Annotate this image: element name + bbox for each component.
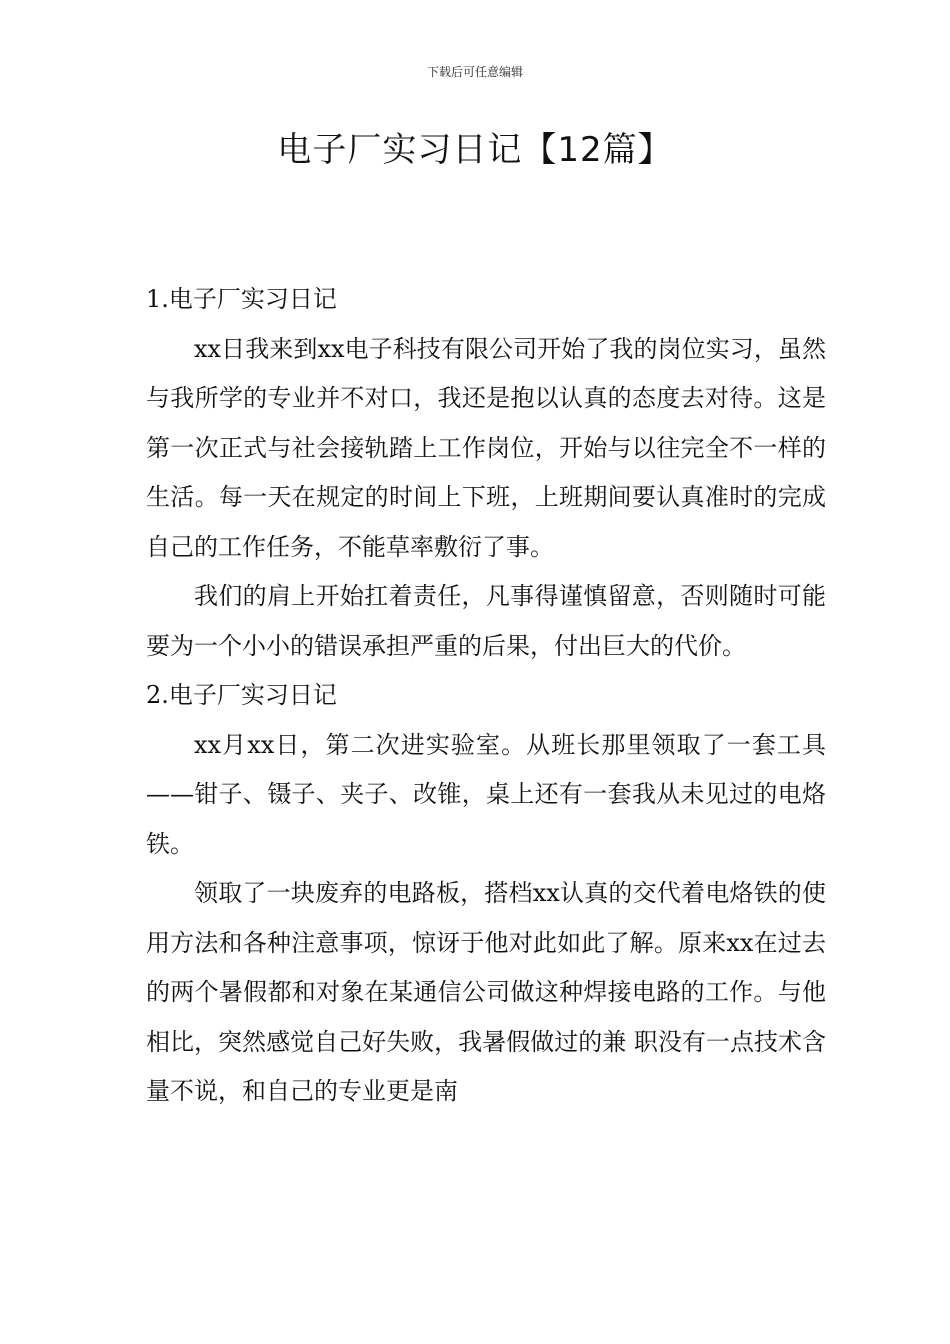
paragraph: xx日我来到xx电子科技有限公司开始了我的岗位实习，虽然与我所学的专业并不对口，我还是抱以认真的态度去对待。这是第一次正式与社会接轨踏上工作岗位，开始与以往完全不一样的生活。每一天在规定的时间上下班，上班期间要认真准时的完成自己的工作任务，不能草率敷衍了事。 bbox=[146, 334, 826, 561]
section-heading-2: 2.电子厂实习日记 bbox=[146, 681, 337, 709]
document-body bbox=[146, 275, 826, 1117]
header-note: 下载后可任意编辑 bbox=[426, 65, 523, 79]
paragraph: xx月xx日，第二次进实验室。从班长那里领取了一套工具——钳子、镊子、夹子、改锥，桌上还有一套我从未见过的电烙铁。 bbox=[146, 730, 826, 858]
document-title: 电子厂实习日记【12篇】 bbox=[277, 130, 673, 170]
section-heading-1: 1.电子厂实习日记 bbox=[146, 285, 337, 313]
paragraph: 领取了一块废弃的电路板，搭档xx认真的交代着电烙铁的使用方法和各种注意事项，惊讶于他对此如此了解。原来xx在过去的两个暑假都和对象在某通信公司做这种焊接电路的工作。与他相比，突然感觉自己好失败，我暑假做过的兼 职没有一点技术含量不说，和自己的专业更是南 bbox=[146, 879, 826, 1105]
paragraph: 我们的肩上开始扛着责任，凡事得谨慎留意，否则随时可能要为一个小小的错误承担严重的后果，付出巨大的代价。 bbox=[146, 582, 826, 660]
